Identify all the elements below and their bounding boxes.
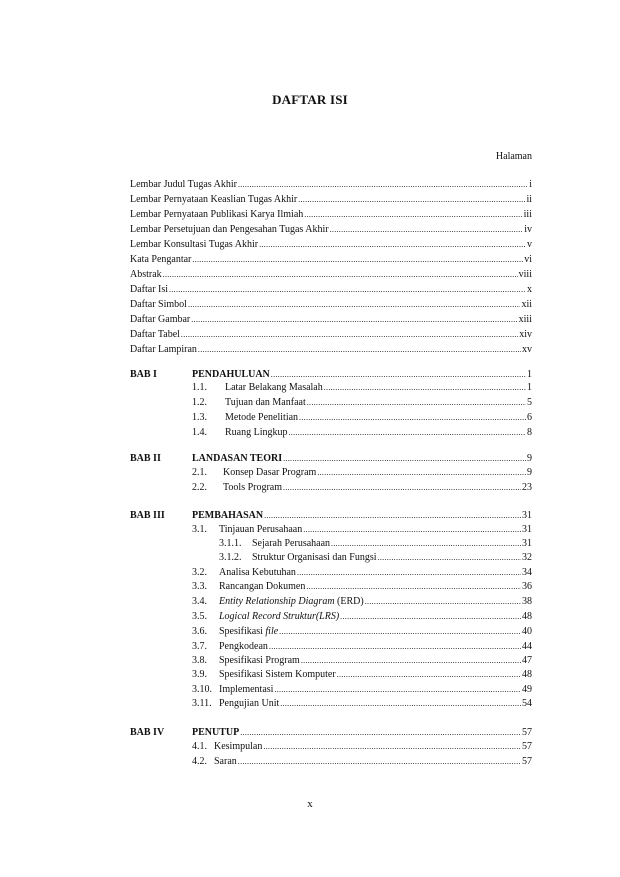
toc-entry-page: 34: [522, 567, 532, 578]
leader-dots: [188, 298, 521, 312]
section-label-italic: file: [265, 626, 279, 637]
section-label: [219, 625, 278, 639]
section-number: 3.1.2.: [219, 552, 242, 563]
toc-entry-page: iv: [524, 224, 532, 235]
section-label-head: Spesifikasi: [219, 626, 266, 637]
toc-section[interactable]: [192, 523, 532, 537]
section-number: 3.11.: [192, 698, 212, 709]
toc-section[interactable]: [192, 654, 532, 668]
leader-dots: [337, 668, 521, 682]
toc-entry-page: 31: [522, 524, 532, 535]
toc-entry-label: Lembar Persetujuan dan Pengesahan Tugas Akhir: [130, 224, 329, 235]
toc-chapter[interactable]: [192, 368, 532, 382]
section-label: Tools Program: [223, 482, 283, 493]
section-number: 3.9.: [192, 669, 207, 680]
toc-section[interactable]: [192, 625, 532, 639]
leader-dots: [324, 381, 526, 395]
toc-entry-page: 5: [527, 397, 532, 408]
section-number: 3.1.: [192, 524, 207, 535]
page-number: x: [307, 798, 313, 810]
leader-dots: [303, 523, 521, 537]
leader-dots: [289, 426, 527, 440]
toc-subsection[interactable]: [219, 537, 532, 551]
toc-entry-page: 54: [522, 698, 532, 709]
toc-entry-front[interactable]: [130, 283, 532, 297]
toc-entry-page: xiv: [519, 329, 532, 340]
leader-dots: [279, 625, 521, 639]
section-number: 4.1.: [192, 741, 207, 752]
chapter-title: PEMBAHASAN: [192, 510, 264, 521]
leader-dots: [198, 343, 521, 357]
leader-dots: [297, 566, 521, 580]
leader-dots: [238, 755, 521, 769]
leader-dots: [238, 178, 528, 192]
section-label: Pengujian Unit: [219, 698, 280, 709]
toc-chapter[interactable]: [192, 726, 532, 740]
leader-dots: [299, 411, 526, 425]
toc-entry-page: ii: [526, 194, 532, 205]
section-label: Implementasi: [219, 684, 274, 695]
toc-entry-page: 23: [522, 482, 532, 493]
section-number: 3.5.: [192, 611, 207, 622]
toc-entry-page: xiii: [518, 314, 532, 325]
toc-section[interactable]: [192, 481, 532, 495]
section-label-tail: (ERD): [334, 596, 364, 607]
toc-entry-label: Daftar Tabel: [130, 329, 180, 340]
section-label: Tujuan dan Manfaat: [225, 397, 306, 408]
section-label: Sejarah Perusahaan: [252, 538, 331, 549]
toc-entry-front[interactable]: [130, 178, 532, 192]
page-title: DAFTAR ISI: [272, 92, 348, 107]
section-number: 3.8.: [192, 655, 207, 666]
toc-entry-front[interactable]: [130, 193, 532, 207]
toc-entry-label: Daftar Gambar: [130, 314, 191, 325]
toc-section[interactable]: [192, 755, 532, 769]
toc-entry-front[interactable]: [130, 298, 532, 312]
toc-entry-page: 38: [522, 596, 532, 607]
toc-entry-page: 9: [527, 467, 532, 478]
halaman-label: Halaman: [495, 151, 532, 162]
section-label: Saran: [214, 756, 237, 767]
section-label: Tinjauan Perusahaan: [219, 524, 303, 535]
toc-entry-label: Daftar Isi: [130, 284, 169, 295]
section-label: Spesifikasi Sistem Komputer: [219, 669, 336, 680]
section-label: Kesimpulan: [214, 741, 263, 752]
section-label: Ruang Lingkup: [225, 427, 288, 438]
toc-entry-page: 1: [527, 382, 532, 393]
toc-entry-page: 57: [522, 741, 532, 752]
section-number: 3.6.: [192, 626, 207, 637]
leader-dots: [192, 253, 523, 267]
leader-dots: [283, 452, 526, 466]
leader-dots: [263, 740, 521, 754]
section-label: Rancangan Dokumen: [219, 581, 306, 592]
chapter-title: LANDASAN TEORI: [192, 453, 283, 464]
section-label: [219, 595, 364, 609]
section-label: Latar Belakang Masalah: [225, 382, 323, 393]
toc-section[interactable]: [192, 466, 532, 480]
section-number: 3.7.: [192, 641, 207, 652]
section-number: 1.4.: [192, 427, 207, 438]
toc-entry-label: Daftar Lampiran: [130, 344, 197, 355]
toc-entry-page: 31: [522, 510, 532, 521]
section-label: Struktur Organisasi dan Fungsi: [252, 552, 377, 563]
toc-entry-front[interactable]: [130, 328, 532, 342]
chapter-number: BAB IV: [130, 727, 165, 738]
leader-dots: [340, 610, 521, 624]
toc-entry-page: 1: [527, 369, 532, 380]
leader-dots: [301, 654, 521, 668]
toc-section[interactable]: [192, 426, 532, 440]
toc-entry-page: i: [529, 179, 532, 190]
toc-entry-front[interactable]: [130, 268, 532, 282]
leader-dots: [181, 328, 518, 342]
toc-entry-front[interactable]: [130, 238, 532, 252]
toc-entry-page: 48: [522, 669, 532, 680]
leader-dots: [283, 481, 521, 495]
toc-entry-page: 40: [522, 626, 532, 637]
leader-dots: [240, 726, 521, 740]
leader-dots: [306, 580, 521, 594]
section-number: 3.10.: [192, 684, 212, 695]
section-label: Analisa Kebutuhan: [219, 567, 296, 578]
toc-entry-page: v: [527, 239, 532, 250]
toc-section[interactable]: [192, 381, 532, 395]
chapter-number: BAB III: [130, 510, 165, 521]
chapter-title: PENUTUP: [192, 727, 240, 738]
leader-dots: [280, 697, 521, 711]
toc-section[interactable]: [192, 396, 532, 410]
section-label: [219, 610, 339, 624]
leader-dots: [259, 238, 526, 252]
chapter-number: BAB II: [130, 453, 161, 464]
toc-entry-label: Kata Pengantar: [130, 254, 192, 265]
toc-chapter[interactable]: [192, 452, 532, 466]
toc-entry-page: iii: [523, 209, 532, 220]
toc-entry-page: 9: [527, 453, 532, 464]
toc-entry-page: 44: [522, 641, 532, 652]
leader-dots: [191, 313, 517, 327]
section-label: Konsep Dasar Program: [223, 467, 317, 478]
toc-entry-label: Lembar Pernyataan Publikasi Karya Ilmiah: [130, 209, 304, 220]
toc-entry-front[interactable]: [130, 223, 532, 237]
leader-dots: [271, 368, 526, 382]
toc-entry-page: xv: [522, 344, 532, 355]
toc-section[interactable]: [192, 566, 532, 580]
leader-dots: [307, 396, 526, 410]
toc-entry-page: 31: [522, 538, 532, 549]
section-label-italic: Entity Relationship Diagram: [219, 596, 335, 607]
section-number: 1.2.: [192, 397, 207, 408]
leader-dots: [163, 268, 518, 282]
toc-section[interactable]: [192, 595, 532, 609]
toc-entry-label: Lembar Konsultasi Tugas Akhir: [130, 239, 259, 250]
toc-section[interactable]: [192, 640, 532, 654]
toc-section[interactable]: [192, 697, 532, 711]
section-number: 1.3.: [192, 412, 207, 423]
toc-entry-page: 47: [522, 655, 532, 666]
toc-entry-page: viii: [518, 269, 532, 280]
section-label: Pengkodean: [219, 641, 268, 652]
toc-entry-page: 49: [522, 684, 532, 695]
leader-dots: [304, 208, 522, 222]
section-label: Metode Penelitian: [225, 412, 299, 423]
toc-entry-label: Daftar Simbol: [130, 299, 187, 310]
leader-dots: [298, 193, 525, 207]
section-number: 3.4.: [192, 596, 207, 607]
section-number: 3.3.: [192, 581, 207, 592]
leader-dots: [264, 509, 521, 523]
toc-entry-page: 32: [522, 552, 532, 563]
toc-entry-page: vi: [524, 254, 532, 265]
leader-dots: [330, 223, 524, 237]
leader-dots: [169, 283, 526, 297]
chapter-number: BAB I: [130, 369, 157, 380]
section-number: 4.2.: [192, 756, 207, 767]
section-label: Spesifikasi Program: [219, 655, 300, 666]
toc-entry-label: Lembar Pernyataan Keaslian Tugas Akhir: [130, 194, 298, 205]
section-number: 2.2.: [192, 482, 207, 493]
toc-entry-front[interactable]: [130, 313, 532, 327]
toc-section[interactable]: [192, 740, 532, 754]
leader-dots: [378, 551, 521, 565]
toc-entry-page: 36: [522, 581, 532, 592]
leader-dots: [331, 537, 521, 551]
leader-dots: [317, 466, 526, 480]
toc-section[interactable]: [192, 683, 532, 697]
toc-chapter[interactable]: [192, 509, 532, 523]
toc-entry-page: 8: [527, 427, 532, 438]
toc-entry-front[interactable]: [130, 253, 532, 267]
toc-entry-page: 48: [522, 611, 532, 622]
chapter-title: PENDAHULUAN: [192, 369, 270, 380]
toc-entry-label: Lembar Judul Tugas Akhir: [130, 179, 237, 190]
toc-entry-label: Abstrak: [130, 269, 162, 280]
toc-entry-page: 57: [522, 756, 532, 767]
toc-section[interactable]: [192, 668, 532, 682]
section-number: 3.2.: [192, 567, 207, 578]
section-number: 2.1.: [192, 467, 207, 478]
toc-section[interactable]: [192, 580, 532, 594]
section-number: 3.1.1.: [219, 538, 242, 549]
leader-dots: [269, 640, 521, 654]
toc-entry-page: 57: [522, 727, 532, 738]
toc-entry-page: xii: [521, 299, 532, 310]
toc-subsection[interactable]: [219, 551, 532, 565]
section-number: 1.1.: [192, 382, 207, 393]
toc-entry-page: x: [527, 284, 532, 295]
leader-dots: [365, 595, 521, 609]
toc-section[interactable]: [192, 411, 532, 425]
leader-dots: [274, 683, 521, 697]
toc-section[interactable]: [192, 610, 532, 624]
toc-entry-front[interactable]: [130, 343, 532, 357]
toc-entry-page: 6: [527, 412, 532, 423]
toc-entry-front[interactable]: [130, 208, 532, 222]
section-label-italic: Logical Record Struktur(LRS): [219, 611, 340, 622]
